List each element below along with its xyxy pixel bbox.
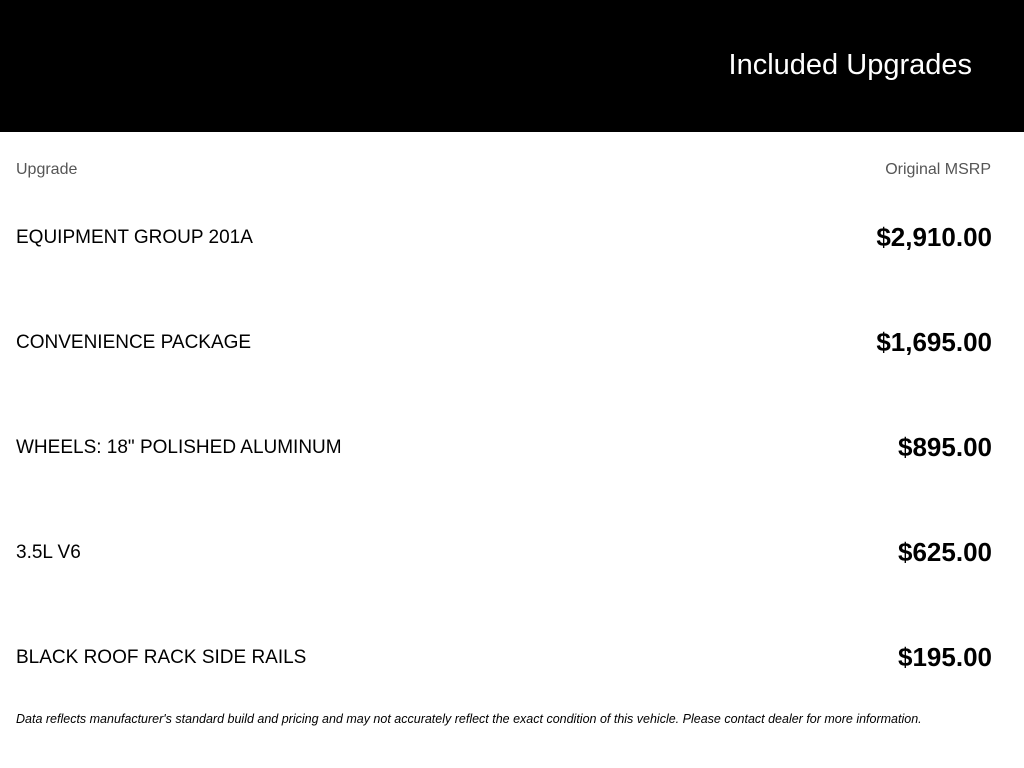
upgrade-row [16, 290, 992, 395]
upgrade-name: BLACK ROOF RACK SIDE RAILS [16, 646, 307, 668]
upgrade-row [16, 185, 992, 290]
header-banner [0, 0, 1024, 132]
upgrade-row [16, 605, 992, 710]
upgrade-price: $1,695.00 [876, 327, 992, 357]
column-header-msrp: Original MSRP [885, 161, 991, 178]
upgrade-price: $2,910.00 [876, 222, 992, 252]
upgrade-row [16, 395, 992, 500]
upgrade-row [16, 500, 992, 605]
column-headers [16, 160, 991, 180]
upgrade-name: CONVENIENCE PACKAGE [16, 331, 252, 353]
page-title: Included Upgrades [728, 49, 972, 81]
upgrade-price: $895.00 [898, 432, 992, 462]
upgrade-price: $195.00 [898, 642, 992, 672]
upgrades-list [16, 185, 992, 710]
column-header-upgrade: Upgrade [16, 161, 78, 178]
upgrade-name: WHEELS: 18" POLISHED ALUMINUM [16, 436, 342, 458]
upgrade-name: 3.5L V6 [16, 541, 81, 563]
disclaimer-text: Data reflects manufacturer's standard build and pricing and may not accurately reflect the exact condition of this vehicle. Please contact dealer for more information. [16, 712, 922, 726]
upgrade-price: $625.00 [898, 537, 992, 567]
upgrade-name: EQUIPMENT GROUP 201A [16, 226, 253, 248]
